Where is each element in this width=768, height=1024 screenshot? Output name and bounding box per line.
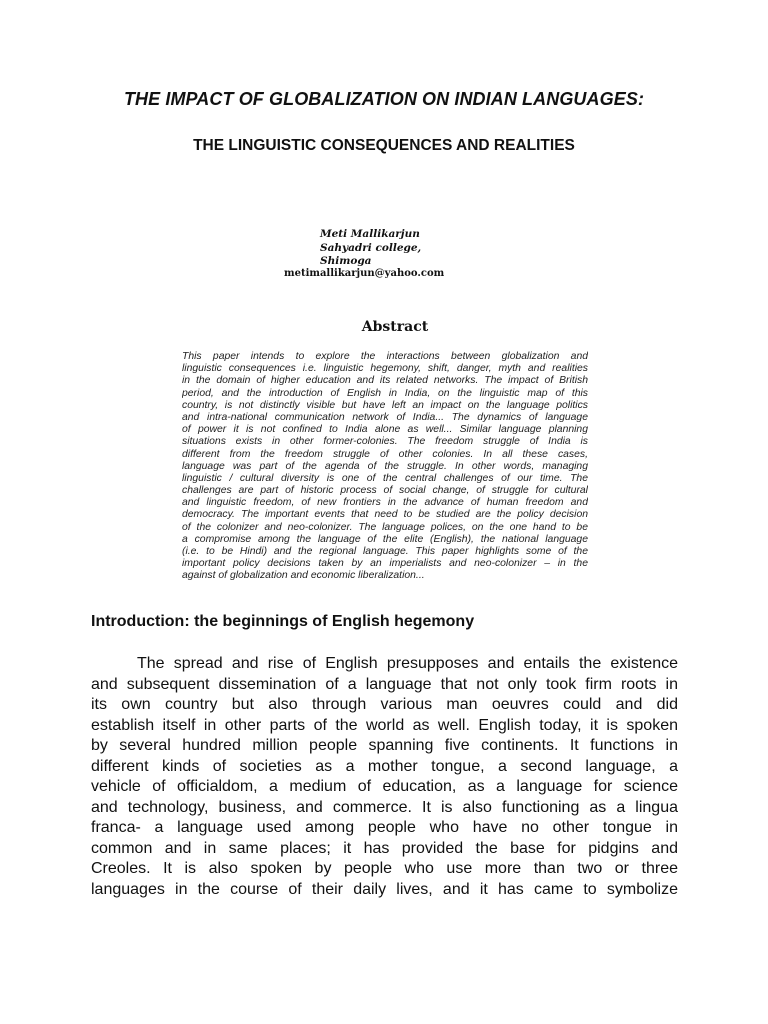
abstract-line: situations exists in other former-colonies. The freedom struggle of India is	[182, 436, 588, 448]
abstract-line: language was part of the agenda of the struggle. In other words, managing	[182, 460, 588, 472]
abstract-line: important policy decisions taken by an imperialists and neo-colonizer – in the	[182, 558, 588, 570]
abstract-line: different from the freedom struggle of other colonies. In all these cases,	[182, 448, 588, 460]
body-line: by several hundred million people spanning five continents. It functions in	[91, 737, 678, 754]
author-email: metimallikarjun@yahoo.com	[284, 268, 445, 279]
body-line: Creoles. It is also spoken by people who use more than two or three	[91, 860, 678, 877]
body-line: common and in same places; it has provided the base for pidgins and	[91, 839, 678, 857]
author-name: Meti Mallikarjun	[320, 228, 420, 240]
abstract-line: of the colonizer and neo-colonizer. The language polices, on the one hand to be	[182, 521, 588, 533]
body-line: franca- a language used among people who have no other tongue in	[91, 819, 678, 836]
abstract-body	[182, 351, 588, 583]
introduction-body	[91, 654, 678, 900]
introduction-heading: Introduction: the beginnings of English hegemony	[91, 613, 475, 630]
paper-subtitle: THE LINGUISTIC CONSEQUENCES AND REALITIES	[193, 137, 575, 154]
body-line: establish itself in other parts of the world as well. English today, it is spoken	[91, 716, 678, 734]
abstract-line: linguistic consequences i.e. linguistic hegemony, shift, danger, myth and realities	[182, 363, 588, 375]
author-city: Shimoga	[320, 255, 372, 267]
author-block	[320, 228, 421, 269]
abstract-line: This paper intends to explore the interactions between globalization and	[182, 351, 588, 362]
abstract-line: and intra-national communication network of India... The dynamics of language	[182, 411, 588, 423]
abstract-line: democracy. The important events that need to be studied are the policy decision	[182, 509, 588, 521]
abstract-line: period, and the introduction of English in India, on the linguistic map of this	[182, 387, 588, 399]
abstract-line: in the domain of higher education and its related networks. The impact of British	[182, 375, 588, 387]
paper-title: THE IMPACT OF GLOBALIZATION ON INDIAN LANGUAGES:	[123, 89, 645, 109]
abstract-line: (i.e. to be Hindi) and the regional language. This paper highlights some of the	[182, 546, 588, 557]
abstract-line: linguistic / cultural diversity is one of the central challenges of our time. The	[182, 472, 588, 484]
body-line: The spread and rise of English presupposes and entails the existence	[137, 655, 678, 672]
abstract-line: country, is not distinctly visible but have left an impact on the language politics	[182, 399, 588, 411]
abstract-heading: Abstract	[361, 319, 429, 335]
abstract-line: and linguistic freedom, of new frontiers in the advance of human freedom and	[182, 497, 588, 509]
body-line: different kinds of societies as a mother tongue, a second language, a	[91, 757, 678, 775]
abstract-line: challenges are part of historic process of social change, of struggle for cultural	[182, 485, 588, 497]
body-line: and subsequent dissemination of a language that not only took firm roots in	[91, 675, 678, 693]
body-line: languages in the course of their daily lives, and it has came to symbolize	[91, 880, 678, 898]
abstract-line: against of globalization and economic liberalization...	[182, 570, 425, 582]
author-college: Sahyadri college,	[320, 241, 422, 254]
abstract-line: a compromise among the language of the elite (English), the national language	[182, 533, 588, 545]
body-line: vehicle of officialdom, a medium of education, as a language for science	[91, 778, 678, 795]
body-line: its own country but also through various man oeuvres could and did	[91, 696, 678, 713]
body-line: and technology, business, and commerce. It is also functioning as a lingua	[91, 798, 678, 816]
abstract-line: of power it is not confined to India alone as well... Similar language planning	[182, 424, 588, 436]
